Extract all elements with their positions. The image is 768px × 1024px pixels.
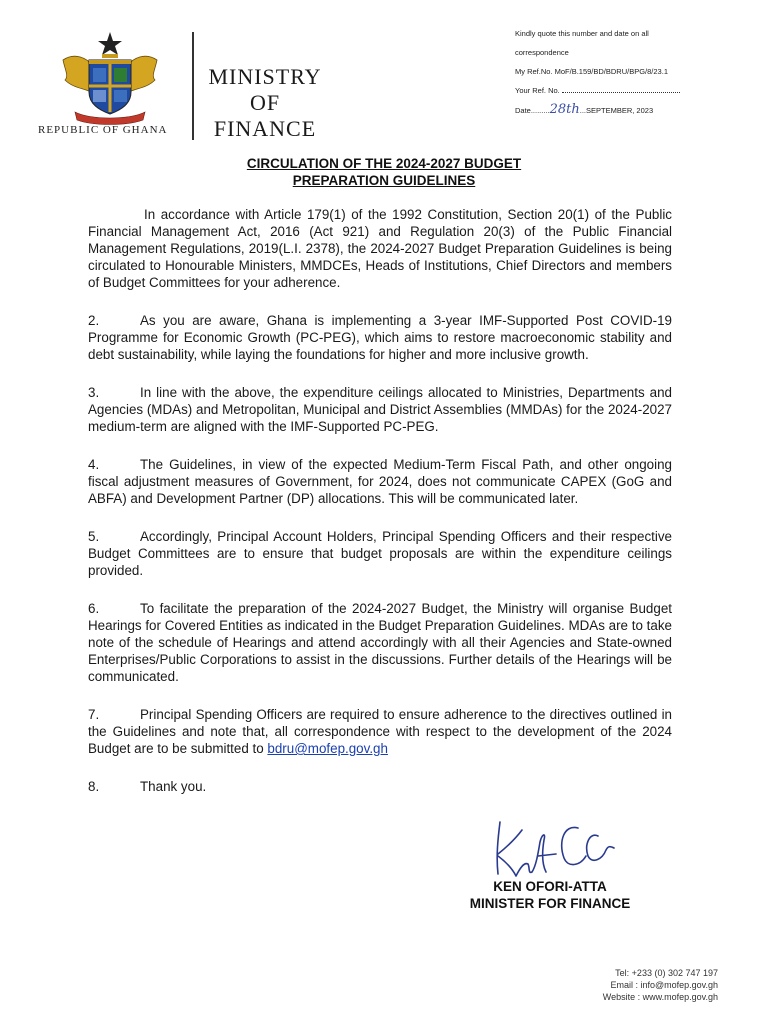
footer-email: Email : info@mofep.gov.gh [610,980,718,990]
paragraph-1-text: In accordance with Article 179(1) of the 1992 Constitution, Section 20(1) of the Public Financial Management Act, 2016 (Act 921) and Regulation 20(3) of the Public Financial Management Regulations, 2019(L.I. 2378), the 2024-2027 Budget Preparation Guidelines is being circulated to Honourable Ministers, MMDCEs, Heads of Institutions, Chief Directors and members of Budget Committees for your adherence. [88,207,672,290]
your-ref-label: Your Ref. No. [515,86,560,95]
signatory-block [430,878,670,912]
my-ref-value: MoF/B.159/BD/BDRU/BPG/8/23.1 [554,67,668,76]
paragraph-7-text: Principal Spending Officers are required to ensure adherence to the directives outlined in the Guidelines and note that, all correspondence with respect to the development of the 2024 Budget are to be submitted to [88,707,672,756]
date-label: Date......... [515,106,550,115]
paragraph-3 [88,384,672,435]
my-ref-row [515,62,750,81]
republic-of-ghana-label: REPUBLIC OF GHANA [38,124,168,136]
reference-block [515,24,750,120]
paragraph-5 [88,528,672,579]
paragraph-number: 6. [88,601,100,616]
ministry-name-line-2: OF [249,90,281,115]
your-ref-row [515,81,750,100]
letterhead-divider [192,32,194,140]
reference-note-line-1: Kindly quote this number and date on all [515,29,649,38]
signatory-name: KEN OFORI-ATTA [493,879,607,894]
your-ref-blank [562,84,680,93]
paragraph-8 [88,778,672,795]
paragraph-number: 4. [88,457,100,472]
budget-email-link[interactable]: bdru@mofep.gov.gh [267,741,388,756]
ministry-name [200,64,330,142]
paragraph-number: 7. [88,707,100,722]
my-ref-label: My Ref.No. [515,67,553,76]
paragraph-5-text: Accordingly, Principal Account Holders, Principal Spending Officers and their respective Budget Committees are to ensure that budget proposals are within the expenditure ceilings provided. [88,529,672,578]
date-month-year: ...SEPTEMBER, 2023 [579,106,654,115]
reference-note-line-2: correspondence [515,48,569,57]
paragraph-number: 5. [88,529,100,544]
paragraph-2-text: As you are aware, Ghana is implementing a 3-year IMF-Supported Post COVID-19 Programme for Economic Growth (PC-PEG), which aims to restore macroeconomic stability and debt sustainability, while laying the foundations for higher and more inclusive growth. [88,313,672,362]
ministry-name-line-3: FINANCE [213,116,317,141]
letter-body [88,206,672,816]
contact-footer [603,967,718,1003]
paragraph-number: 3. [88,385,100,400]
document-title-line-2: PREPARATION GUIDELINES [292,173,476,188]
paragraph-3-text: In line with the above, the expenditure ceilings allocated to Ministries, Departments and Agencies (MDAs) and Metropolitan, Municipal and District Assemblies (MMDAs) for the 2024-2027 medium-term are aligned with the IMF-Supported PC-PEG. [88,385,672,434]
signatory-title: MINISTER FOR FINANCE [469,896,631,911]
document-title-line-1: CIRCULATION OF THE 2024-2027 BUDGET [246,156,522,171]
paragraph-8-text: Thank you. [140,779,207,794]
footer-website: Website : www.mofep.gov.gh [602,992,718,1002]
handwritten-date: 28th [549,102,580,117]
paragraph-number: 8. [88,779,100,794]
ghana-coat-of-arms-icon [55,30,165,126]
paragraph-6 [88,600,672,685]
paragraph-2 [88,312,672,363]
paragraph-6-text: To facilitate the preparation of the 2024-2027 Budget, the Ministry will organise Budget Hearings for Covered Entities as indicated in the Budget Preparation Guidelines. MDAs are to take note of the schedule of Hearings and attend accordingly with all their Agencies and State-owned Enterprises/Public Corporations to assist in the discussions. Further details of the Hearings will be communicated. [88,601,672,684]
document-title [0,155,768,189]
date-row [515,100,750,120]
paragraph-4-text: The Guidelines, in view of the expected Medium-Term Fiscal Path, and other ongoing fiscal adjustment measures of Government, for 2024, does not communicate CAPEX (GoG and ABFA) and Development Partner (DP) allocations. This will be communicated later. [88,457,672,506]
paragraph-7 [88,706,672,757]
ministry-name-line-1: MINISTRY [208,64,322,89]
paragraph-number: 2. [88,313,100,328]
paragraph-1 [88,206,672,291]
paragraph-4 [88,456,672,507]
footer-telephone: Tel: +233 (0) 302 747 197 [615,968,718,978]
